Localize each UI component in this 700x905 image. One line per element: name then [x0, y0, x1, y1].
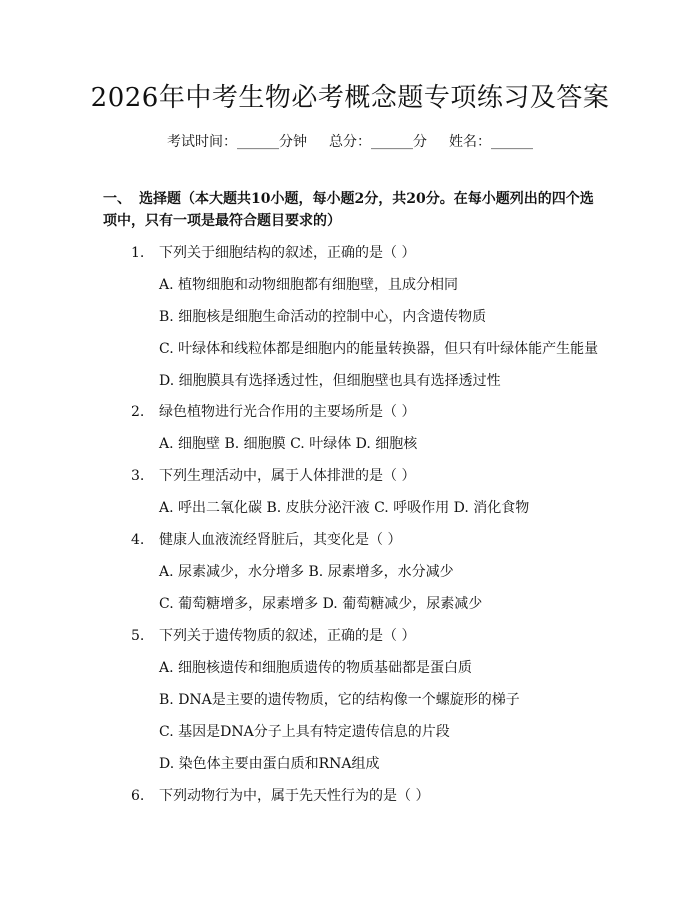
- section-heading: [103, 188, 603, 232]
- student-name: 姓名：______: [449, 134, 533, 150]
- exam-info: [0, 132, 700, 152]
- question-text: 下列生理活动中，属于人体排泄的是（ ）: [159, 468, 416, 484]
- page-title: 2026年中考生物必考概念题专项练习及答案: [90, 83, 610, 113]
- question-number: 6.: [131, 788, 145, 804]
- question-option: A. 呼出二氧化碳 B. 皮肤分泌汗液 C. 呼吸作用 D. 消化食物: [159, 500, 530, 516]
- question-option: B. 细胞核是细胞生命活动的控制中心，内含遗传物质: [159, 309, 487, 325]
- question-option: D. 染色体主要由蛋白质和RNA组成: [159, 756, 380, 772]
- question-text: 下列动物行为中，属于先天性行为的是（ ）: [159, 788, 430, 804]
- question-number: 1.: [131, 245, 145, 261]
- question-stem: [131, 402, 415, 422]
- question-number: 2.: [131, 404, 145, 420]
- question-option: A. 细胞核遗传和细胞质遗传的物质基础都是蛋白质: [159, 660, 473, 676]
- question-option: A. 细胞壁 B. 细胞膜 C. 叶绿体 D. 细胞核: [159, 436, 418, 452]
- question-number: 4.: [131, 532, 145, 548]
- question-text: 绿色植物进行光合作用的主要场所是（ ）: [159, 404, 416, 420]
- question-option: A. 植物细胞和动物细胞都有细胞壁，且成分相同: [159, 277, 459, 293]
- question-option: D. 细胞膜具有选择透过性，但细胞壁也具有选择透过性: [159, 373, 501, 389]
- question-stem: [131, 786, 429, 806]
- question-option: C. 叶绿体和线粒体都是细胞内的能量转换器，但只有叶绿体能产生能量: [159, 341, 599, 357]
- question-option: B. DNA是主要的遗传物质，它的结构像一个螺旋形的梯子: [159, 692, 520, 708]
- question-stem: [131, 530, 401, 550]
- question-option: C. 基因是DNA分子上具有特定遗传信息的片段: [159, 724, 450, 740]
- question-text: 健康人血液流经肾脏后，其变化是（ ）: [159, 532, 402, 548]
- section-text: 选择题（本大题共10小题，每小题2分，共20分。在每小题列出的四个选项中，只有一项是最符合题目要求的）: [103, 191, 594, 229]
- exam-time: 考试时间：______分钟: [167, 134, 307, 150]
- question-number: 5.: [131, 628, 145, 644]
- question-stem: [131, 466, 415, 486]
- exam-score: 总分：______分: [329, 134, 427, 150]
- question-number: 3.: [131, 468, 145, 484]
- question-text: 下列关于细胞结构的叙述，正确的是（ ）: [159, 245, 416, 261]
- question-text: 下列关于遗传物质的叙述，正确的是（ ）: [159, 628, 416, 644]
- question-stem: [131, 243, 415, 263]
- question-stem: [131, 626, 415, 646]
- question-option: C. 葡萄糖增多，尿素增多 D. 葡萄糖减少，尿素减少: [159, 596, 483, 612]
- question-option: A. 尿素减少，水分增多 B. 尿素增多，水分减少: [159, 564, 454, 580]
- section-number: 一、: [103, 191, 131, 207]
